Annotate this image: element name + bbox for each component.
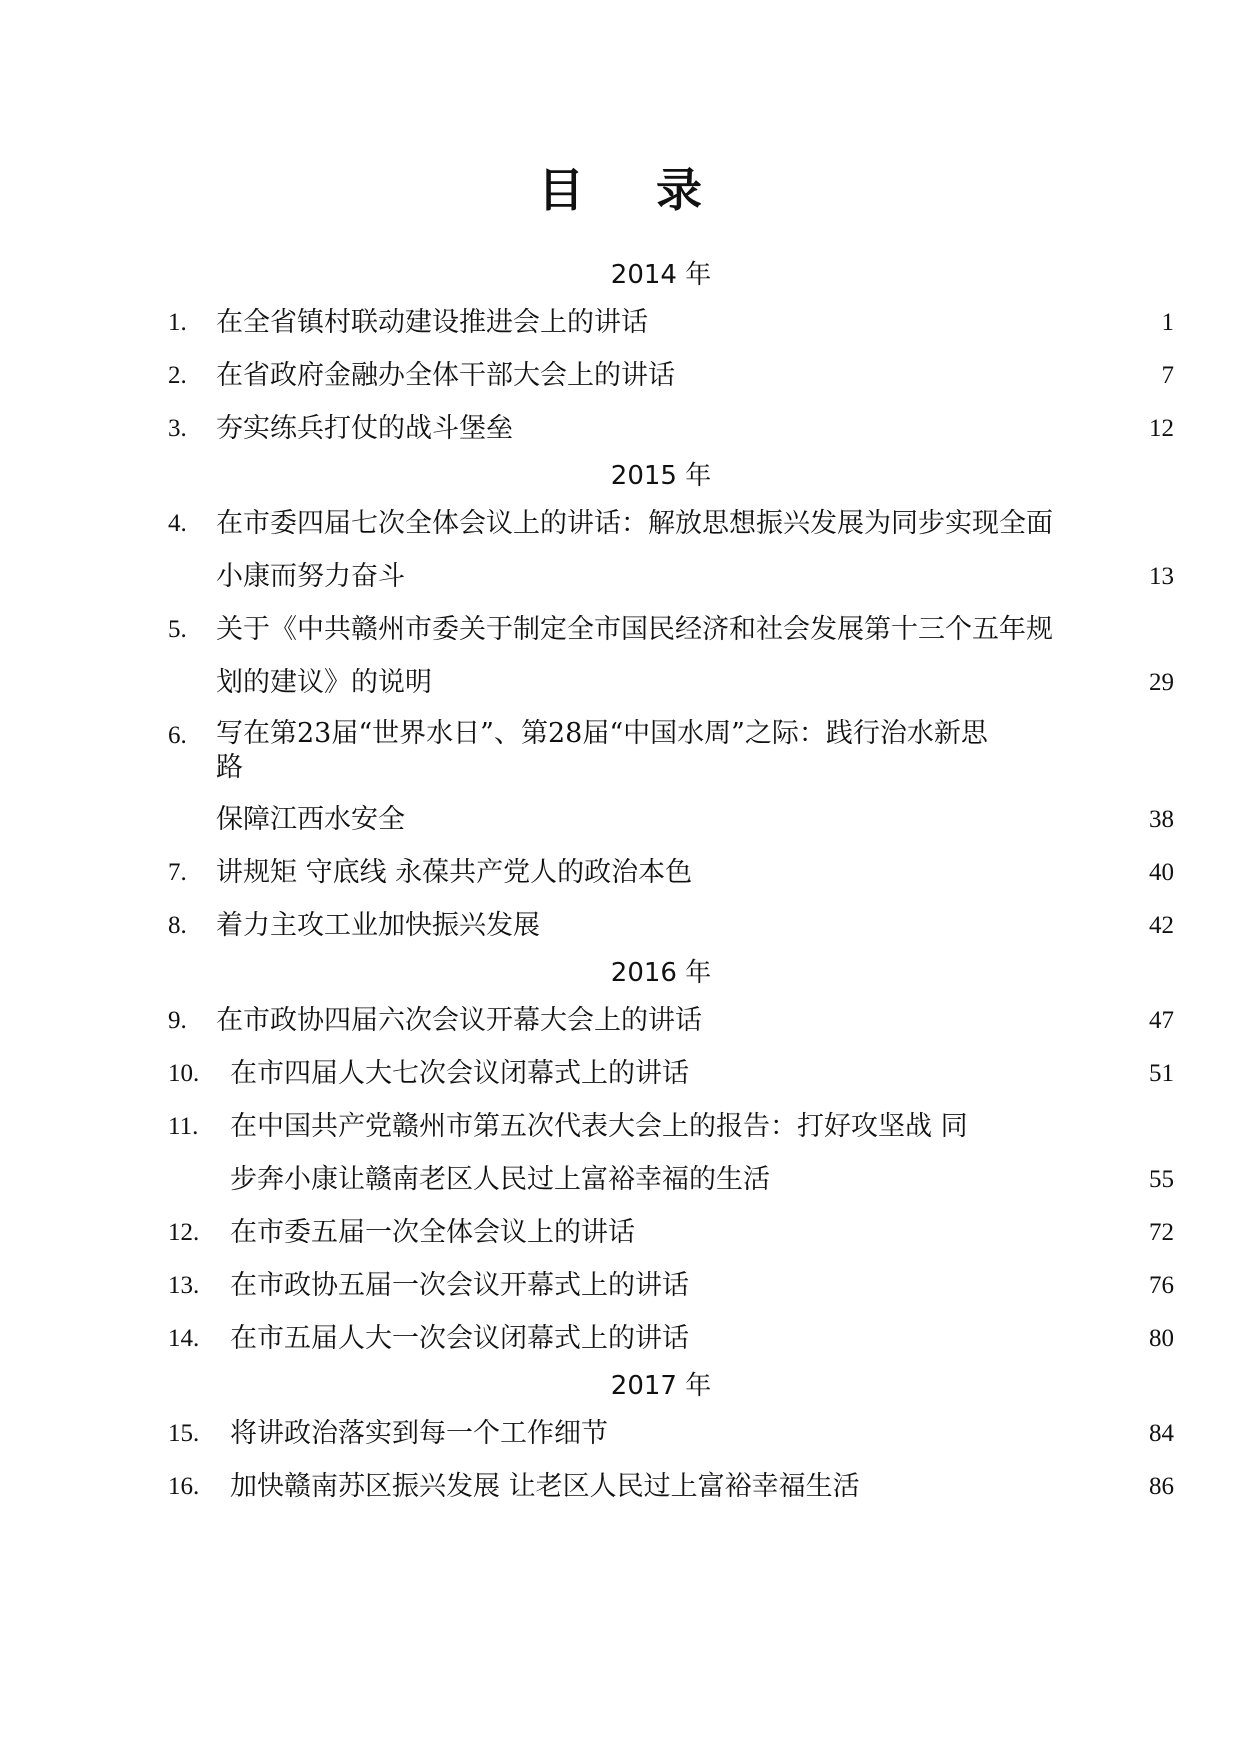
entry-title-line: 写在第23届“世界水日”、第28届“中国水周”之际：践行治水新思: [216, 718, 988, 749]
entry-title-line: 在全省镇村联动建设推进会上的讲话: [216, 307, 648, 338]
page-number: 29: [1149, 669, 1174, 696]
page-title: 目 录: [537, 163, 730, 217]
year-heading: 2017 年: [610, 1371, 712, 1401]
toc-entry[interactable]: [168, 497, 1174, 603]
page-number: 80: [1149, 1325, 1174, 1352]
year-heading: 2016 年: [610, 958, 712, 988]
entry-number: 15.: [168, 1420, 200, 1447]
entry-title-line: 在市五届人大一次会议闭幕式上的讲话: [230, 1323, 689, 1354]
toc-entry[interactable]: [168, 1206, 1174, 1259]
entry-title-line: 在市政协五届一次会议开幕式上的讲话: [230, 1270, 689, 1301]
page-number: 12: [1149, 415, 1174, 442]
entry-number: 11.: [168, 1113, 199, 1140]
entry-title-line: 讲规矩 守底线 永葆共产党人的政治本色: [216, 857, 693, 888]
entry-title-line: 保障江西水安全: [216, 804, 405, 835]
entry-title-line: 在省政府金融办全体干部大会上的讲话: [216, 360, 675, 391]
entry-number: 5.: [168, 616, 187, 643]
entry-title-line: 步奔小康让赣南老区人民过上富裕幸福的生活: [230, 1164, 770, 1195]
entry-number: 14.: [168, 1325, 200, 1352]
entry-title-line: 小康而努力奋斗: [216, 561, 405, 592]
page-number: 47: [1149, 1007, 1174, 1034]
entry-number: 2.: [168, 362, 187, 389]
toc-entry[interactable]: [168, 402, 1174, 455]
entry-title-line: 划的建议》的说明: [216, 667, 432, 698]
entry-title-line: 着力主攻工业加快振兴发展: [216, 910, 540, 941]
entry-number: 13.: [168, 1272, 200, 1299]
entry-number: 3.: [168, 415, 187, 442]
page-number: 42: [1149, 912, 1174, 939]
toc-entry[interactable]: [168, 349, 1174, 402]
toc-entry[interactable]: [168, 1100, 1174, 1206]
entry-title-line: 在市四届人大七次会议闭幕式上的讲话: [230, 1058, 689, 1089]
entry-title-line: 在市政协四届六次会议开幕大会上的讲话: [216, 1005, 702, 1036]
page-number: 55: [1149, 1166, 1174, 1193]
page-number: 51: [1149, 1060, 1174, 1087]
entry-number: 8.: [168, 912, 187, 939]
page-number: 76: [1149, 1272, 1174, 1299]
entry-title-line: 将讲政治落实到每一个工作细节: [230, 1418, 608, 1449]
entry-number: 12.: [168, 1219, 200, 1246]
toc-entry[interactable]: [168, 709, 1174, 846]
year-heading: 2014 年: [610, 260, 712, 290]
toc-entry[interactable]: [168, 1047, 1174, 1100]
toc-entry[interactable]: [168, 1407, 1174, 1460]
toc-entry[interactable]: [168, 1259, 1174, 1312]
table-of-contents: [168, 254, 1174, 1513]
toc-entry[interactable]: [168, 994, 1174, 1047]
toc-entry[interactable]: [168, 1460, 1174, 1513]
entry-number: 9.: [168, 1007, 187, 1034]
entry-title-line: 夯实练兵打仗的战斗堡垒: [216, 413, 513, 444]
page-number: 7: [1161, 362, 1174, 389]
entry-number: 10.: [168, 1060, 200, 1087]
entry-title-line: 在市委五届一次全体会议上的讲话: [230, 1217, 635, 1248]
entry-number: 6.: [168, 722, 187, 749]
toc-entry[interactable]: [168, 846, 1174, 899]
year-heading: 2015 年: [610, 461, 712, 491]
page-number: 38: [1149, 806, 1174, 833]
page-number: 84: [1149, 1420, 1174, 1447]
page-number: 40: [1149, 859, 1174, 886]
entry-title-line: 在市委四届七次全体会议上的讲话：解放思想振兴发展为同步实现全面: [216, 508, 1053, 539]
page-number: 86: [1149, 1473, 1174, 1500]
entry-title-line: 路: [216, 752, 243, 783]
entry-number: 4.: [168, 510, 187, 537]
entry-number: 1.: [168, 309, 187, 336]
page-number: 72: [1149, 1219, 1174, 1246]
toc-entry[interactable]: [168, 1312, 1174, 1365]
page-number: 1: [1161, 309, 1174, 336]
toc-entry[interactable]: [168, 603, 1174, 709]
toc-entry[interactable]: [168, 899, 1174, 952]
toc-entry[interactable]: [168, 296, 1174, 349]
page-number: 13: [1149, 563, 1174, 590]
entry-title-line: 关于《中共赣州市委关于制定全市国民经济和社会发展第十三个五年规: [216, 614, 1053, 645]
entry-number: 16.: [168, 1473, 200, 1500]
entry-title-line: 加快赣南苏区振兴发展 让老区人民过上富裕幸福生活: [230, 1471, 860, 1502]
entry-number: 7.: [168, 859, 187, 886]
entry-title-line: 在中国共产党赣州市第五次代表大会上的报告：打好攻坚战 同: [230, 1111, 968, 1142]
